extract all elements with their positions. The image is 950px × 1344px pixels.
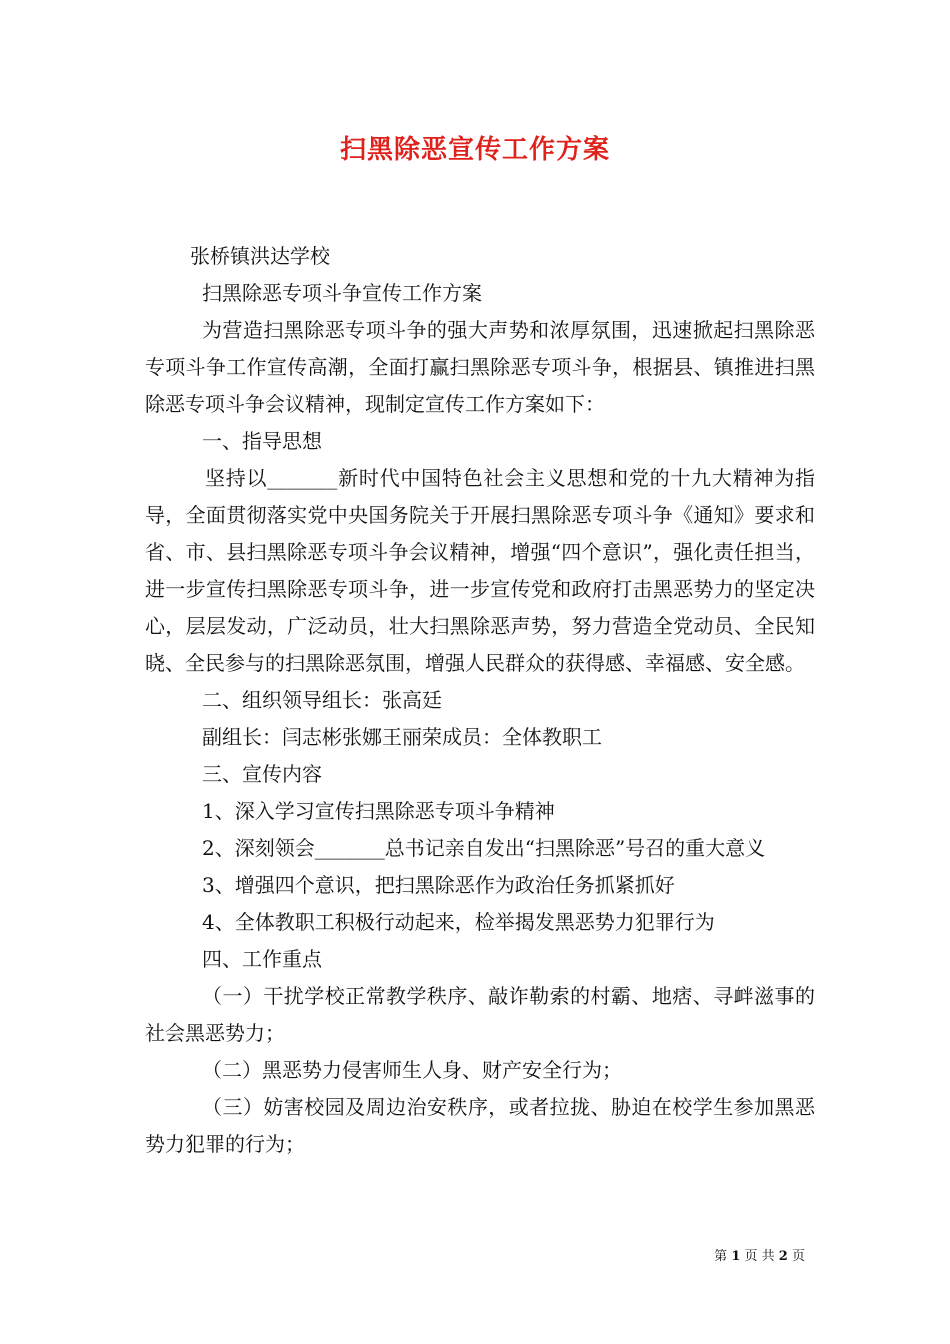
document-title: 扫黑除恶宣传工作方案 xyxy=(339,135,610,165)
list-item-key-point-2: （二）黑恶势力侵害师生人身、财产安全行为； xyxy=(202,1058,622,1082)
list-item-content-1: 1、深入学习宣传扫黑除恶专项斗争精神 xyxy=(202,799,555,823)
list-item-key-point-3: （三）妨害校园及周边治安秩序，或者拉拢、胁迫在校学生参加黑恶势力犯罪的行为； xyxy=(145,1095,815,1156)
section-heading-key-points: 四、工作重点 xyxy=(202,947,322,971)
footer-suffix: 页 xyxy=(791,1249,805,1264)
footer-total-pages: 2 xyxy=(778,1249,788,1264)
list-item-content-2: 2、深刻领会_______总书记亲自发出“扫黑除恶”号召的重大意义 xyxy=(202,836,766,860)
footer-current-page: 1 xyxy=(731,1249,741,1264)
paragraph-school-name: 张桥镇洪达学校 xyxy=(190,244,330,268)
document-body xyxy=(145,238,815,1163)
paragraph-intro: 为营造扫黑除恶专项斗争的强大声势和浓厚氛围，迅速掀起扫黑除恶专项斗争工作宣传高潮，全面打赢扫黑除恶专项斗争，根据县、镇推进扫黑除恶专项斗争会议精神，现制定宣传工作方案如下： xyxy=(145,318,815,416)
paragraph-leadership-members: 副组长：闫志彬张娜王丽荣成员：全体教职工 xyxy=(202,725,602,749)
paragraph-guiding-thought: 坚持以_______新时代中国特色社会主义思想和党的十九大精神为指导，全面贯彻落实党中央国务院关于开展扫黑除恶专项斗争《通知》要求和省、市、县扫黑除恶专项斗争会议精神，增强“四个意识”，强化责任担当，进一步宣传扫黑除恶专项斗争，进一步宣传党和政府打击黑恶势力的坚定决心，层层发动，广泛动员，壮大扫黑除恶声势，努力营造全党动员、全民知晓、全民参与的扫黑除恶氛围，增强人民群众的获得感、幸福感、安全感。 xyxy=(145,466,815,675)
section-heading-leadership: 二、组织领导组长：张高廷 xyxy=(202,688,442,712)
page-number-footer xyxy=(714,1248,805,1266)
footer-middle: 页 共 xyxy=(744,1249,775,1264)
paragraph-plan-heading: 扫黑除恶专项斗争宣传工作方案 xyxy=(202,281,482,305)
footer-prefix: 第 xyxy=(714,1249,728,1264)
list-item-key-point-1: （一）干扰学校正常教学秩序、敲诈勒索的村霸、地痞、寻衅滋事的社会黑恶势力； xyxy=(145,984,815,1045)
list-item-content-4: 4、全体教职工积极行动起来，检举揭发黑恶势力犯罪行为 xyxy=(202,910,715,934)
section-heading-content: 三、宣传内容 xyxy=(202,762,322,786)
section-heading-guiding-thought: 一、指导思想 xyxy=(202,429,322,453)
list-item-content-3: 3、增强四个意识，把扫黑除恶作为政治任务抓紧抓好 xyxy=(202,873,675,897)
